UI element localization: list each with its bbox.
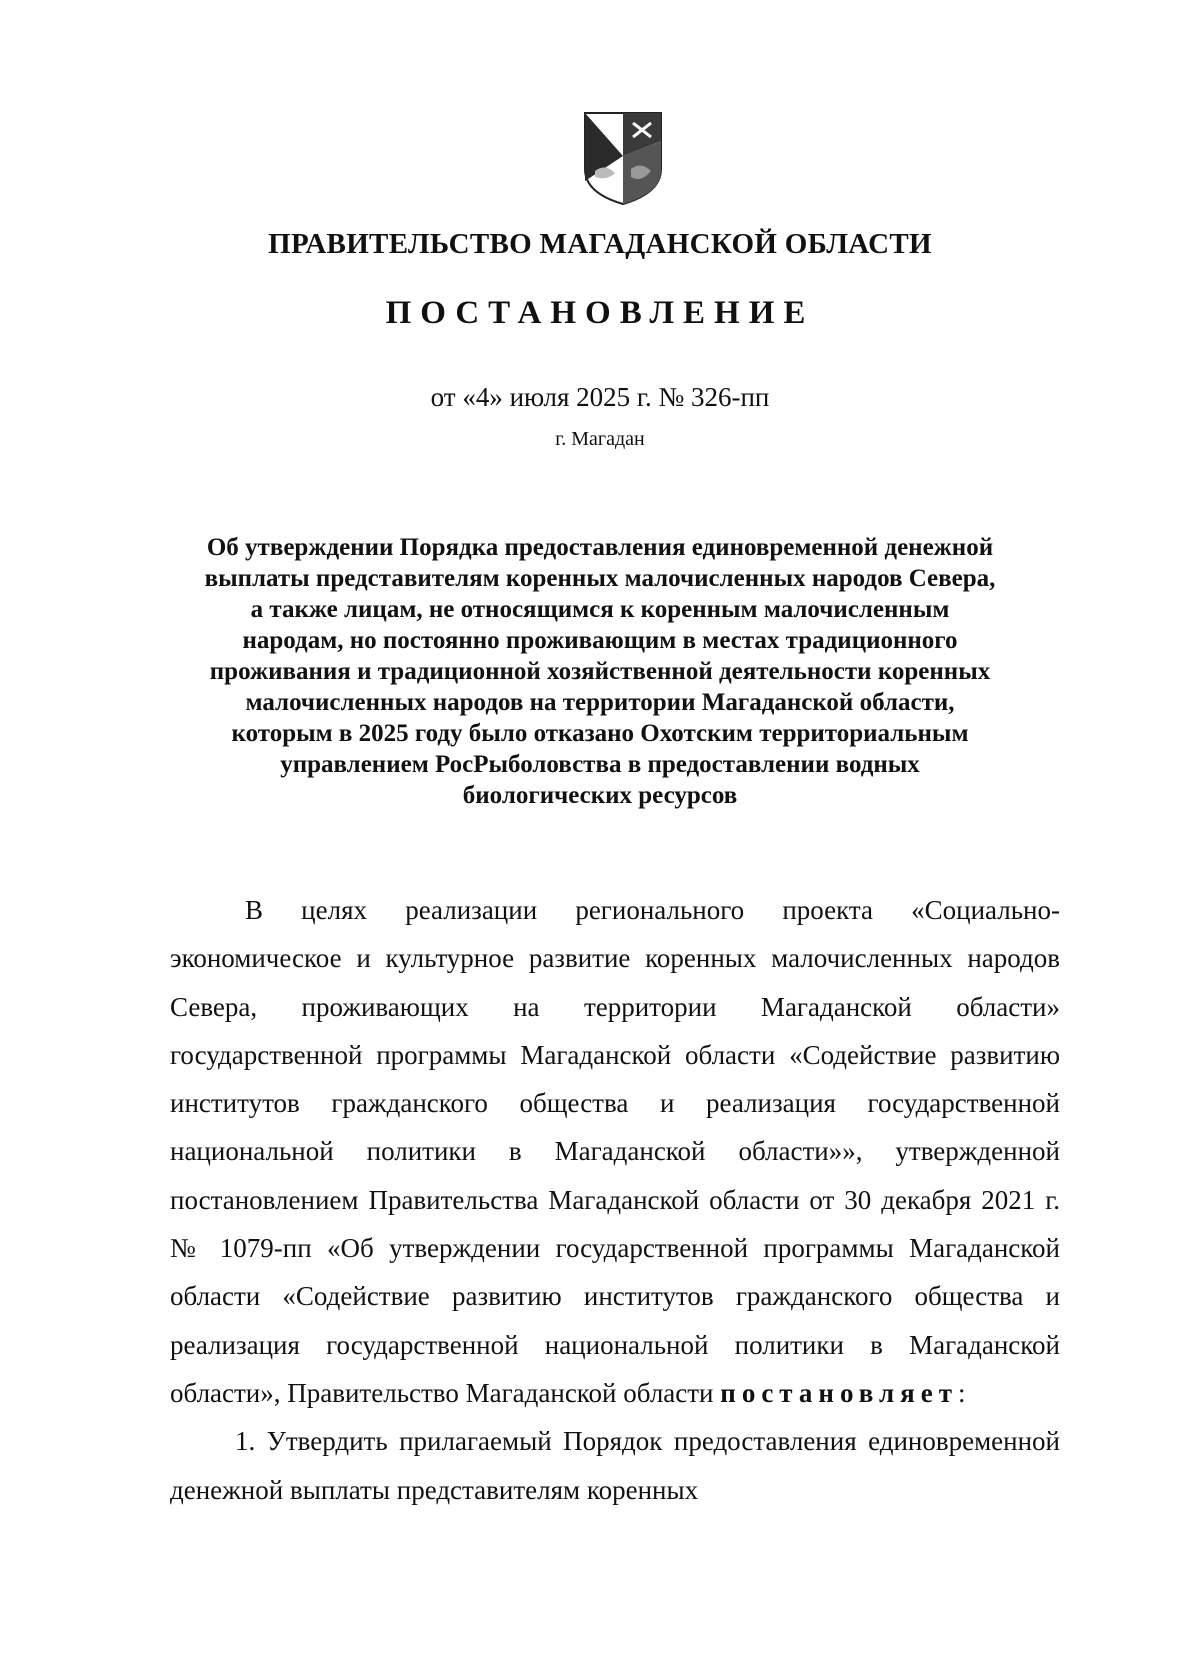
document-city: г. Магадан bbox=[555, 428, 645, 450]
document-date-number: от «4» июля 2025 г. № 326-пп bbox=[430, 382, 770, 412]
title-line: управлением РосРыболовства в предоставлении водных bbox=[280, 751, 920, 778]
title-line: Об утверждении Порядка предоставления единовременной денежной bbox=[206, 534, 994, 561]
title-line: биологических ресурсов bbox=[462, 782, 738, 809]
clause-1-paragraph: 1. Утвердить прилагаемый Порядок предоставления единовременной денежной выплаты представителям коренных bbox=[170, 1426, 1060, 1505]
organization-name: ПРАВИТЕЛЬСТВО МАГАДАНСКОЙ ОБЛАСТИ bbox=[268, 228, 932, 260]
document-body bbox=[170, 886, 1060, 1514]
title-line: которым в 2025 году было отказано Охотским территориальным bbox=[231, 720, 969, 747]
coat-of-arms-emblem bbox=[583, 111, 663, 206]
title-line: выплаты представителям коренных малочисленных народов Севера, bbox=[204, 565, 996, 592]
preamble-paragraph bbox=[170, 886, 1060, 1417]
document-type: ПОСТАНОВЛЕНИЕ bbox=[385, 295, 815, 331]
document-title bbox=[120, 532, 1080, 811]
title-line: а также лицам, не относящимся к коренным малочисленным bbox=[250, 596, 950, 623]
title-line: малочисленных народов на территории Магаданской области, bbox=[245, 689, 955, 716]
decree-word: постановляет bbox=[720, 1377, 959, 1408]
decree-colon: : bbox=[958, 1377, 966, 1408]
title-line: народам, но постоянно проживающим в местах традиционного bbox=[242, 627, 958, 654]
title-line: проживания и традиционной хозяйственной деятельности коренных bbox=[209, 658, 991, 685]
preamble-text: В целях реализации регионального проекта «Социально-экономическое и культурное развитие коренных малочисленных народов Севера, проживающих на территории Магаданской области» государственной программы Магаданской области «Содействие развитию институтов гражданского общества и реализация государственной национальной политики в Магаданской области»», утвержденной постановлением Правительства Магаданской области от 30 декабря 2021 г. № 1079-пп «Об утверждении государственной программы Магаданской области «Содействие развитию институтов гражданского общества и реализация государственной национальной политики в Магаданской области», Правительство Магаданской области bbox=[170, 895, 1060, 1408]
